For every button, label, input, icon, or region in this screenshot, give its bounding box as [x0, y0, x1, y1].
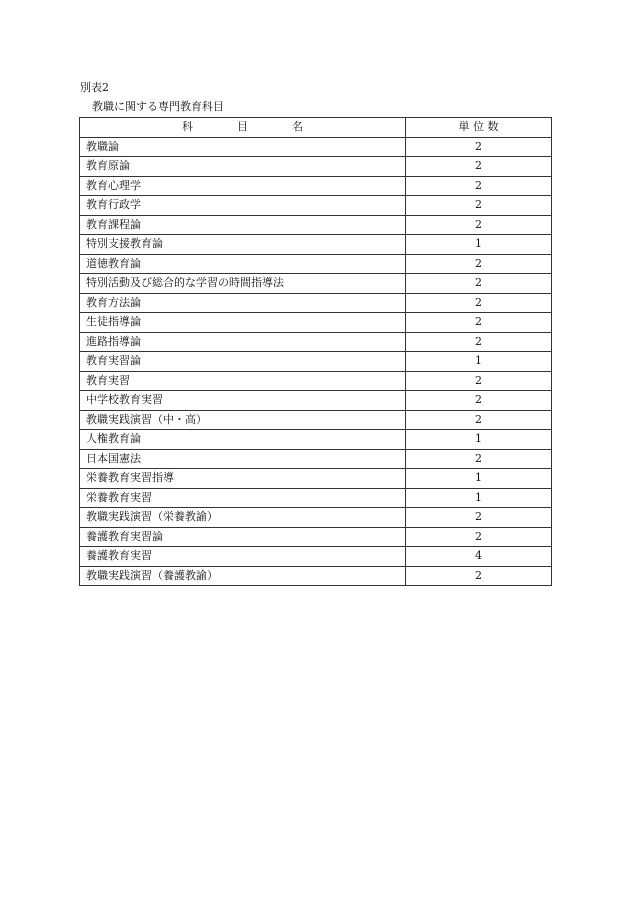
table-row — [80, 137, 552, 157]
table-row — [80, 196, 552, 216]
units-cell: 2 — [406, 508, 552, 528]
subject-name-cell: 教育実習論 — [80, 352, 406, 372]
units-cell: 2 — [406, 527, 552, 547]
subject-name-cell: 教職実践演習（養護教諭） — [80, 566, 406, 586]
table-header-row — [80, 118, 552, 138]
units-cell: 2 — [406, 410, 552, 430]
document-label: 別表2 — [80, 81, 109, 94]
header-subject-char-2: 目 — [237, 120, 248, 134]
table-row — [80, 371, 552, 391]
units-cell: 1 — [406, 430, 552, 450]
units-cell: 2 — [406, 449, 552, 469]
table-row — [80, 410, 552, 430]
subject-name-cell: 教育方法論 — [80, 293, 406, 313]
subject-name-cell: 教育原論 — [80, 157, 406, 177]
units-cell: 2 — [406, 391, 552, 411]
table-row — [80, 430, 552, 450]
units-cell: 2 — [406, 293, 552, 313]
subject-name-cell: 特別支援教育論 — [80, 235, 406, 255]
table-body — [80, 137, 552, 586]
subject-name-cell: 栄養教育実習 — [80, 488, 406, 508]
table-row — [80, 235, 552, 255]
units-cell: 2 — [406, 313, 552, 333]
subject-name-cell: 教職実践演習（中・高） — [80, 410, 406, 430]
subject-name-cell: 道徳教育論 — [80, 254, 406, 274]
table-row — [80, 215, 552, 235]
units-cell: 1 — [406, 235, 552, 255]
table-row — [80, 527, 552, 547]
units-cell: 2 — [406, 371, 552, 391]
table-row — [80, 566, 552, 586]
units-cell: 2 — [406, 157, 552, 177]
units-cell: 2 — [406, 566, 552, 586]
table-row — [80, 547, 552, 567]
table-row — [80, 449, 552, 469]
table-row — [80, 254, 552, 274]
table-row — [80, 293, 552, 313]
units-cell: 1 — [406, 352, 552, 372]
units-cell: 2 — [406, 137, 552, 157]
units-cell: 2 — [406, 332, 552, 352]
subject-name-cell: 教職論 — [80, 137, 406, 157]
units-cell: 1 — [406, 469, 552, 489]
subject-name-cell: 進路指導論 — [80, 332, 406, 352]
subject-name-cell: 人権教育論 — [80, 430, 406, 450]
units-cell: 4 — [406, 547, 552, 567]
header-subject — [80, 118, 406, 138]
table-row — [80, 391, 552, 411]
table-row — [80, 274, 552, 294]
subject-name-cell: 教育実習 — [80, 371, 406, 391]
subject-name-cell: 教育行政学 — [80, 196, 406, 216]
subject-name-cell: 栄養教育実習指導 — [80, 469, 406, 489]
subject-name-cell: 養護教育実習論 — [80, 527, 406, 547]
table-row — [80, 508, 552, 528]
table-row — [80, 313, 552, 333]
units-cell: 2 — [406, 196, 552, 216]
subject-name-cell: 教育心理学 — [80, 176, 406, 196]
header-subject-char-1: 科 — [182, 120, 193, 134]
subject-name-cell: 教育課程論 — [80, 215, 406, 235]
table-caption: 教職に関する専門教育科目 — [92, 100, 224, 113]
units-cell: 1 — [406, 488, 552, 508]
table-row — [80, 488, 552, 508]
subject-name-cell: 生徒指導論 — [80, 313, 406, 333]
subject-name-cell: 養護教育実習 — [80, 547, 406, 567]
header-units: 単 位 数 — [406, 118, 552, 138]
table-row — [80, 157, 552, 177]
units-cell: 2 — [406, 215, 552, 235]
units-cell: 2 — [406, 176, 552, 196]
subject-name-cell: 日本国憲法 — [80, 449, 406, 469]
subject-name-cell: 特別活動及び総合的な学習の時間指導法 — [80, 274, 406, 294]
subjects-table — [79, 117, 552, 586]
subject-name-cell: 教職実践演習（栄養教諭） — [80, 508, 406, 528]
header-subject-char-3: 名 — [292, 120, 303, 134]
subject-name-cell: 中学校教育実習 — [80, 391, 406, 411]
table-row — [80, 332, 552, 352]
units-cell: 2 — [406, 274, 552, 294]
table-row — [80, 176, 552, 196]
table-row — [80, 469, 552, 489]
table-row — [80, 352, 552, 372]
units-cell: 2 — [406, 254, 552, 274]
